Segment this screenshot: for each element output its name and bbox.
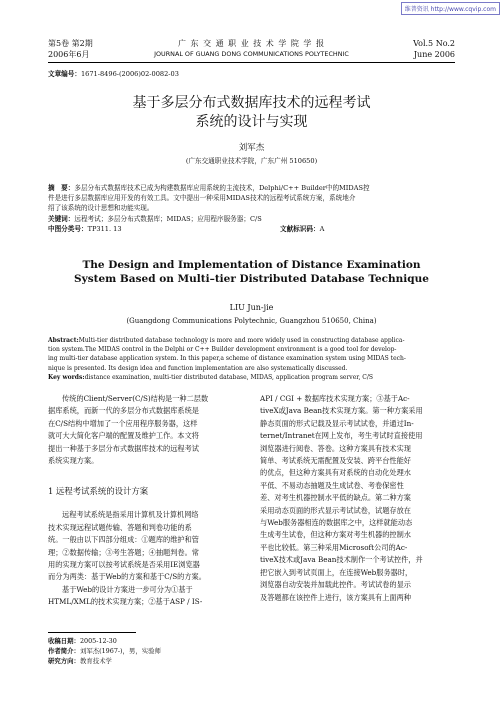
keywords-cn-value: 远程考试；多层分布式数据库；MIDAS；应用程序服务器；C/S — [74, 214, 262, 223]
footnote-received-label: 收稿日期： — [48, 637, 80, 645]
affiliation-en: (Guangdong Communications Polytechnic, Guangzhou 510650, China) — [126, 317, 377, 325]
right-line: 差、对考生机器控制水平低的缺点。第二种方案 — [260, 493, 411, 503]
left-para-2: 远程考试系统是指采用计算机及计算机网络 技术实现远程试题传输、答题和判卷功能的系 统。一般由以下四部分组成：①题库的维护和管 理；②数据传输；③考生答题；④抽题判卷。常 用的实现方案可以按考试系统是否采用IE浏览器 而分为两类：基于Web的方案和基于C/S的方案。 基于Web的设计方案进一步可分为①基于 HTML/XML的技术实现方案；②基于ASP / IS- — [48, 510, 206, 607]
clc-label: 中图分类号： — [48, 224, 88, 233]
right-line: 把它嵌入到考试页面上，在连接Web服务器时， — [260, 567, 413, 577]
article-number-value: 1671-8496-(2006)02-0082-03 — [80, 70, 179, 78]
abstract-en-line-3: ing multi-tier database application system. In this paper,a scheme of distance examination system using MIDAS tech- — [48, 355, 406, 363]
right-line: 浏览器自动安装并加载此控件。考试试卷的显示 — [260, 580, 411, 590]
footnote-rule — [48, 632, 136, 633]
right-line: 浏览器进行阅卷、答卷。这种方案具有技术实现 — [260, 443, 411, 453]
doc-code-value: A — [319, 224, 325, 233]
footnotes — [48, 636, 161, 666]
footnote-author-label: 作者简介： — [48, 647, 80, 655]
right-line: 简单、考试系统无需配置及安装、跨平台性能好 — [260, 456, 411, 466]
title-cn — [0, 94, 503, 132]
abstract-cn-label: 摘 要： — [48, 184, 75, 192]
doc-code-label: 文献标识码： — [280, 224, 320, 233]
footnote-research-value: 教育技术学 — [79, 657, 112, 665]
right-line: 及答题都在该控件上进行，该方案具有上面两种 — [260, 592, 411, 602]
title-en — [0, 258, 503, 286]
keywords-en-value: distance examination, multi-tier distributed database, MIDAS, application program server, C/S — [84, 373, 373, 381]
abstract-en — [48, 336, 456, 382]
abstract-cn-line-3: 绍了该系统的设计思想和功能实现。 — [48, 204, 154, 213]
title-en-line-1: The Design and Implementation of Distance Examination — [82, 259, 421, 271]
right-line: API / CGI + 数据库技术实现方案；③基于Ac- — [260, 394, 410, 403]
title-cn-line-2: 系统的设计与实现 — [195, 114, 308, 130]
clc-value: TP311. 13 — [87, 224, 122, 233]
right-line: tiveX或Java Bean技术实现方案。第一种方案采用 — [260, 406, 423, 416]
right-line: 的优点，但这种方案具有对系统的自动化处理水 — [260, 468, 411, 478]
section-1-heading: 1 远程考试系统的设计方案 — [48, 486, 149, 497]
right-line: 平也比较低。第三种采用Microsoft公司的Ac- — [260, 542, 408, 552]
article-number — [48, 69, 179, 79]
header-date-cn: 2006年6月 — [48, 50, 90, 59]
footnote-author-value: 刘军杰(1967-)，男，实验师 — [79, 647, 161, 655]
keywords-cn-label: 关键词： — [48, 214, 75, 223]
footnote-received-value: 2005-12-30 — [79, 637, 117, 645]
header-journal-en: JOURNAL OF GUANG DONG COMMUNICATIONS POLYTECHNIC — [154, 50, 349, 58]
watermark-link[interactable]: 维普资讯 http://www.cqvip.com — [401, 2, 500, 15]
right-line: tiveX技术或Java Bean技术制作一个考试控件，并 — [260, 555, 423, 565]
affiliation-cn: (广东交通职业技术学院，广东广州 510650) — [185, 157, 318, 165]
author-cn: 刘军杰 — [238, 143, 265, 153]
footnote-research-label: 研究方向： — [48, 657, 80, 665]
title-en-line-2: System Based on Multi–tier Distributed Database Technique — [74, 273, 429, 285]
abstract-en-line-2: tion system.The MIDAS control in the Delphi or C++ Builder development environment is a good tool for develop- — [48, 346, 397, 354]
title-cn-line-1: 基于多层分布式数据库技术的远程考试 — [132, 95, 371, 111]
abstract-cn-line-2: 件是进行多层数据库应用开发的有效工具。文中提出一种采用MIDAS技术的远程考试系统方案，系统地介 — [48, 194, 356, 203]
abstract-cn — [48, 183, 456, 234]
right-line: 平低、不易动态抽题及生成试卷、考卷保密性 — [260, 480, 404, 490]
abstract-cn-line-1: 多层分布式数据库技术已成为构建数据库应用系统的主流技术，Delphi/C++ Builder中的MIDAS控 — [74, 184, 370, 192]
header-volume-cn: 第5卷 第2期 — [48, 39, 93, 48]
right-line: 生成考生试卷，但这种方案对考生机器的控制水 — [260, 530, 411, 540]
right-line: ternet/Intranet在网上发布，考生考试时直接使用 — [260, 431, 423, 441]
abstract-en-line-1: Multi-tier distributed database technology is more and more widely used in constructing database applica- — [78, 337, 405, 344]
header-journal-cn: 广 东 交 通 职 业 技 术 学 院 学 报 — [178, 39, 325, 48]
right-line: 采用动态页面的形式显示考试试卷，试题存放在 — [260, 505, 411, 515]
abstract-en-label: Abstract: — [48, 337, 79, 344]
article-number-label: 文章编号： — [48, 70, 81, 78]
left-para-1: 传统的Client/Server(C/S)结构是一种二层数 据库系统，而新一代的多层分布式数据库系统是 在C/S结构中增加了一个应用程序服务器，这样 就可大大简化客户端的配置及维护工作。本文将 提出一种基于多层分布式数据库技术的远程考试 系统实现方案。 — [48, 394, 209, 466]
header-volume-en: Vol.5 No.2 — [413, 39, 455, 48]
author-en: LIU Jun-jie — [229, 303, 274, 312]
right-line: 静态页面的形式记载及显示考试试卷，并通过In- — [260, 418, 414, 428]
abstract-en-line-4: nique is presented. Its design idea and function implementation are also systematically discussed. — [48, 364, 348, 372]
header-date-en: June 2006 — [413, 50, 455, 59]
header-rule — [48, 62, 455, 63]
right-column — [260, 393, 456, 604]
header-right — [413, 38, 455, 60]
right-line: 与Web服务器相连的数据库之中，这样就能动态 — [260, 518, 413, 528]
left-column — [48, 393, 244, 609]
keywords-en-label: Key words: — [48, 373, 85, 381]
